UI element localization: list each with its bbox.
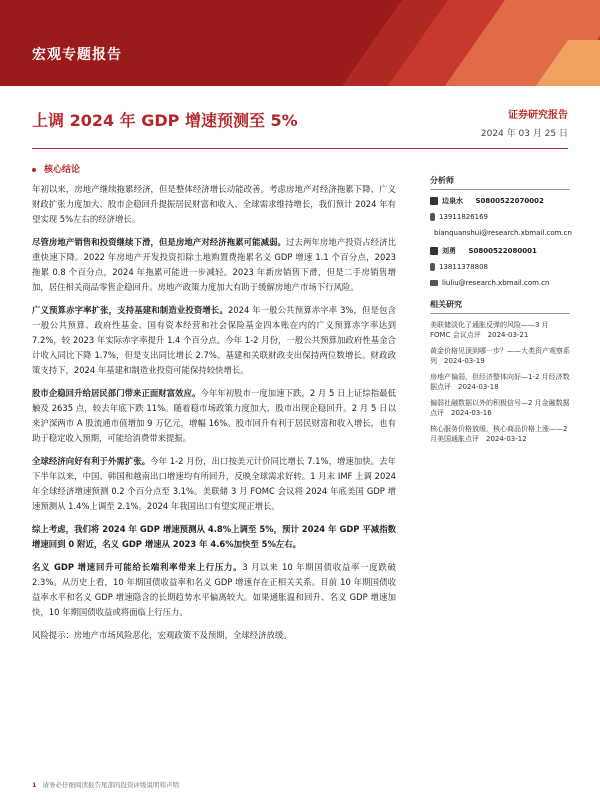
mail-icon bbox=[430, 280, 438, 286]
analyst-name: 边泉水 bbox=[442, 197, 463, 205]
doc-date: 2024 年 03 月 25 日 bbox=[480, 129, 568, 139]
paragraph-body: 今年 1-2 月份，出口按美元计价同比增长 7.1%，增速加快。去年下半年以来，中国、韩国和越南出口增速均有所回升，反映全球需求好转。1 月末 IMF 上调 2024 年全球经济增速预测 0.2 个百分点至 3.1%。美联储 3 月 FOMC 会议将 2024 年底美国 GDP 增速预测从 1.4%上调至 2.1%。2024 年我国出口有望实现正增长。 bbox=[32, 456, 397, 511]
analyst-card bbox=[430, 196, 570, 238]
analyst-name: 刘勇 bbox=[442, 247, 456, 255]
sidebar bbox=[430, 176, 570, 450]
phone-icon bbox=[430, 263, 435, 271]
paragraph-lead: 综上考虑，我们将 2024 年 GDP 增速预测从 4.8%上调至 5%，预计 2024 年 GDP 平减指数增速回到 0 附近，名义 GDP 增速从 2023 年 4.6%加快至 5%左右。 bbox=[32, 524, 396, 549]
related-item[interactable]: 房地产偏弱，但经济整体向好—1-2 月经济数据点评 2024-03-18 bbox=[430, 373, 570, 391]
paragraph-body: 2024 年一般公共预算赤字率 3%，但是包含一般公共预算、政府性基金、国有资本经营和社会保险基金四本账在内的广义预算赤字率达到 7.2%，较 2023 年实际赤字率提升 1.4 个百分点。今年 1-2 月份，一般公共预算加政府性基金合计收入同比下降 1.7%，但是支出同比增长 2.7%。基建和关联财政支出保持两位数增长。财政政策支持下，2024 年基建和制造业投资可能保持较快增长。 bbox=[32, 305, 396, 375]
doc-type: 证券研究报告 bbox=[508, 110, 568, 121]
analyst-row bbox=[430, 196, 570, 206]
paragraph-lead: 广义预算赤字率扩张，支持基建和制造业投资增长。 bbox=[32, 305, 228, 315]
footer bbox=[32, 780, 179, 789]
related-heading: 相关研究 bbox=[430, 300, 570, 314]
bullet-icon bbox=[32, 168, 36, 172]
analyst-row bbox=[430, 246, 570, 256]
analyst-row bbox=[430, 262, 570, 272]
page-number: 1 bbox=[32, 781, 37, 789]
paragraph-lead: 股市企稳回升给居民部门带来正面财富效应。 bbox=[32, 388, 201, 398]
page-title: 上调 2024 年 GDP 增速预测至 5% bbox=[32, 111, 298, 130]
related-item[interactable]: 偏弱社融数据以外的积极信号—2 月金融数据点评 2024-03-16 bbox=[430, 399, 570, 417]
person-icon bbox=[430, 247, 438, 255]
paragraph bbox=[32, 386, 396, 446]
paragraph-body: 风险提示：房地产市场风险恶化，宏观政策不及预期，全球经济放缓。 bbox=[32, 630, 292, 640]
analyst-email[interactable]: liuliu@research.xbmail.com.cn bbox=[442, 279, 550, 287]
related-item[interactable]: 核心服务价格放缓，核心商品价格上涨——2 月美国通胀点评 2024-03-12 bbox=[430, 425, 568, 443]
banner-title: 宏观专题报告 bbox=[32, 47, 122, 63]
paragraph bbox=[32, 454, 396, 514]
analyst-row bbox=[430, 212, 570, 222]
paragraph bbox=[32, 522, 396, 552]
main-text bbox=[32, 182, 396, 651]
divider bbox=[32, 148, 568, 149]
paragraph-body: 年初以来，房地产继续拖累经济，但是整体经济增长动能改善。考虑房地产对经济拖累下降、广义财政扩张力度加大、股市企稳回升提振居民财富和收入、全球需求维持增长，我们预计 2024 年有望实现 5%左右的经济增长。 bbox=[32, 184, 396, 224]
paragraph-lead: 名义 GDP 增速回升可能给长端利率带来上行压力。 bbox=[32, 562, 243, 572]
related-item[interactable]: 黄金价格见顶到哪一步？——大类资产观察系列 2024-03-19 bbox=[430, 347, 570, 365]
paragraph-lead: 尽管房地产销售和投资继续下滑，但是房地产对经济拖累可能减弱。 bbox=[32, 237, 287, 247]
section-label: 核心结论 bbox=[44, 165, 81, 175]
analyst-list bbox=[430, 196, 570, 288]
section-heading bbox=[32, 162, 80, 175]
paragraph bbox=[32, 303, 396, 378]
analyst-cert: S0800522070002 bbox=[475, 197, 544, 205]
analyst-cert: S0800522080001 bbox=[468, 247, 537, 255]
paragraph-body: 3 月以来 10 年期国债收益率一度跌破 2.3%。从历史上看，10 年期国债收益率和名义 GDP 增速存在正相关关系。目前 10 年期国债收益率水平和名义 GDP 增速隐含的长期趋势水平偏离较大。如果通胀温和回升、名义 GDP 增速加快，10 年期国债收益或将面临上行压力。 bbox=[32, 562, 396, 617]
analyst-email[interactable]: bianquanshui@research.xbmail.com.cn bbox=[434, 229, 572, 237]
paragraph bbox=[32, 628, 396, 643]
analysts-heading: 分析师 bbox=[430, 176, 570, 190]
person-icon bbox=[430, 197, 438, 205]
paragraph bbox=[32, 560, 396, 620]
analyst-phone: 13911826169 bbox=[439, 213, 488, 221]
analyst-row bbox=[430, 278, 570, 288]
related-list bbox=[430, 320, 570, 444]
disclaimer: 请务必仔细阅读报告尾部的投资评级说明和声明 bbox=[42, 781, 180, 789]
paragraph-body: 今年年初股市一度加速下跌，2 月 5 日上证综指最低触及 2635 点，较去年底下跌 11%。随着稳市场政策力度加大，股市出现企稳回升。2 月 5 日以来沪深两市 A 股流通市值增加 9 万亿元，增幅 16%。股市回升有利于居民财富和收入增长，也有助于稳定收入预期，可能给消费带来提振。 bbox=[32, 388, 396, 443]
related-research bbox=[430, 300, 570, 444]
phone-icon bbox=[430, 213, 435, 221]
analyst-card bbox=[430, 246, 570, 288]
paragraph bbox=[32, 235, 396, 295]
header-banner bbox=[0, 0, 600, 86]
paragraph-lead: 全球经济向好有利于外需扩张。 bbox=[32, 456, 151, 466]
paragraph bbox=[32, 182, 396, 227]
related-item[interactable]: 美联储淡化了通胀反弹的风险——3 月 FOMC 会议点评 2024-03-21 bbox=[430, 321, 549, 339]
analyst-row bbox=[430, 228, 570, 238]
paragraph-body: 过去两年房地产投资占经济比重快速下降。2022 年房地产开发投资扣除土地购置费拖累名义 GDP 增速 1.1 个百分点，2023 拖累 0.8 个百分点，2024 年拖累可能进一步减轻。2023 年新房销售下滑，但是二手房销售增加，居住相关商品零售企稳回升。房地产政策力度加大有助于缓解房地产市场下行风险。 bbox=[32, 237, 396, 292]
analyst-phone: 13811378808 bbox=[439, 263, 488, 271]
